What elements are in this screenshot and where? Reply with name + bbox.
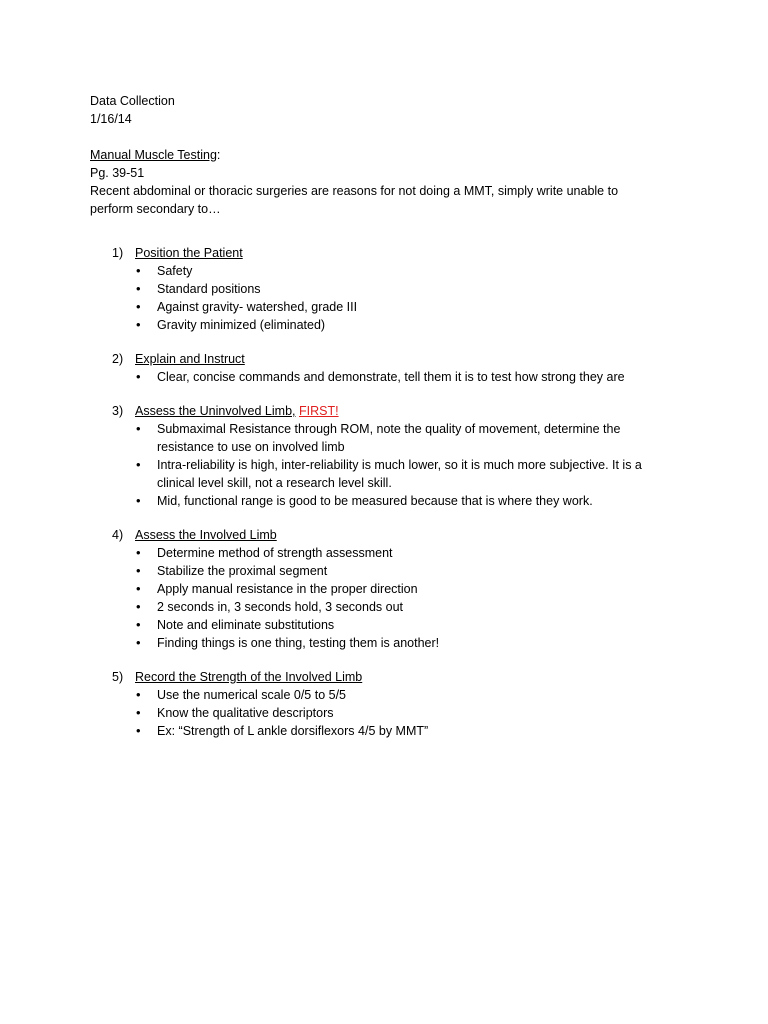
bullet-item xyxy=(90,616,657,634)
bullet-list xyxy=(90,420,680,510)
step-section xyxy=(90,244,680,334)
bullet-text: Stabilize the proximal segment xyxy=(157,564,328,578)
step-title: Assess the Uninvolved Limb, xyxy=(135,404,296,418)
bullet-item xyxy=(90,634,657,652)
bullet-icon: • xyxy=(136,457,141,472)
bullet-text: Finding things is one thing, testing them is another! xyxy=(157,636,440,650)
bullet-text: Note and eliminate substitutions xyxy=(157,618,335,632)
bullet-text: 2 seconds in, 3 seconds hold, 3 seconds out xyxy=(157,600,403,614)
bullet-text: Gravity minimized (eliminated) xyxy=(157,318,326,332)
bullet-icon: • xyxy=(136,617,141,632)
bullet-icon: • xyxy=(136,281,141,296)
bullet-list xyxy=(90,544,680,652)
bullet-list xyxy=(90,368,680,386)
bullet-text: Intra-reliability is high, inter-reliability is much lower, so it is much more subjective. It is a clinical level skill, not a research level skill. xyxy=(157,458,642,490)
bullet-item xyxy=(90,262,657,280)
step-number: 4) xyxy=(112,528,124,542)
bullet-icon: • xyxy=(136,599,141,614)
bullet-text: Apply manual resistance in the proper direction xyxy=(157,582,418,596)
bullet-icon: • xyxy=(136,723,141,738)
step-title: Assess the Involved Limb xyxy=(135,528,277,542)
bullet-icon: • xyxy=(136,369,141,384)
document-body xyxy=(90,92,680,756)
bullet-text: Standard positions xyxy=(157,282,261,296)
step-heading xyxy=(90,244,680,262)
bullet-item xyxy=(90,368,657,386)
bullet-text: Safety xyxy=(157,264,193,278)
step-title: Position the Patient xyxy=(135,246,243,260)
step-section xyxy=(90,350,680,386)
bullet-item xyxy=(90,280,657,298)
bullet-icon: • xyxy=(136,299,141,314)
bullet-item xyxy=(90,562,657,580)
bullet-item xyxy=(90,544,657,562)
steps-list xyxy=(90,244,680,740)
bullet-item xyxy=(90,298,657,316)
bullet-item xyxy=(90,580,657,598)
bullet-item xyxy=(90,456,657,492)
bullet-item xyxy=(90,420,657,456)
bullet-item xyxy=(90,316,657,334)
bullet-item xyxy=(90,598,657,616)
bullet-text: Determine method of strength assessment xyxy=(157,546,393,560)
step-heading xyxy=(90,402,680,420)
bullet-list xyxy=(90,686,680,740)
bullet-icon: • xyxy=(136,563,141,578)
topic-colon: : xyxy=(216,148,221,162)
step-number: 1) xyxy=(112,246,124,260)
doc-title: Data Collection xyxy=(90,94,175,108)
bullet-item xyxy=(90,492,657,510)
bullet-text: Ex: “Strength of L ankle dorsiflexors 4/5 by MMT” xyxy=(157,724,429,738)
step-heading xyxy=(90,350,680,368)
bullet-text: Against gravity- watershed, grade III xyxy=(157,300,358,314)
step-heading xyxy=(90,526,680,544)
bullet-icon: • xyxy=(136,635,141,650)
step-section xyxy=(90,402,680,510)
bullet-item xyxy=(90,686,657,704)
step-number: 5) xyxy=(112,670,124,684)
bullet-text: Mid, functional range is good to be measured because that is where they work. xyxy=(157,494,593,508)
surgery-note: Recent abdominal or thoracic surgeries are reasons for not doing a MMT, simply write unable to perform secondary to… xyxy=(90,184,619,216)
bullet-icon: • xyxy=(136,545,141,560)
bullet-text: Know the qualitative descriptors xyxy=(157,706,334,720)
bullet-icon: • xyxy=(136,493,141,508)
bullet-item xyxy=(90,704,657,722)
bullet-text: Submaximal Resistance through ROM, note the quality of movement, determine the resistance to use on involved limb xyxy=(157,422,621,454)
step-section xyxy=(90,668,680,740)
topic-heading xyxy=(90,146,680,164)
bullet-icon: • xyxy=(136,687,141,702)
bullet-icon: • xyxy=(136,263,141,278)
bullet-text: Use the numerical scale 0/5 to 5/5 xyxy=(157,688,346,702)
bullet-icon: • xyxy=(136,581,141,596)
step-title: Record the Strength of the Involved Limb xyxy=(135,670,363,684)
doc-date: 1/16/14 xyxy=(90,112,132,126)
spacer xyxy=(90,218,680,244)
step-heading xyxy=(90,668,680,686)
step-title: Explain and Instruct xyxy=(135,352,245,366)
step-section xyxy=(90,526,680,652)
step-number: 2) xyxy=(112,352,124,366)
bullet-text: Clear, concise commands and demonstrate, tell them it is to test how strong they are xyxy=(157,370,625,384)
step-number: 3) xyxy=(112,404,124,418)
page-reference: Pg. 39-51 xyxy=(90,166,145,180)
bullet-list xyxy=(90,262,680,334)
bullet-icon: • xyxy=(136,421,141,436)
bullet-icon: • xyxy=(136,317,141,332)
step-emphasis: FIRST! xyxy=(298,404,339,418)
topic-title: Manual Muscle Testing xyxy=(90,148,217,162)
bullet-item xyxy=(90,722,657,740)
spacer xyxy=(90,128,680,146)
bullet-icon: • xyxy=(136,705,141,720)
